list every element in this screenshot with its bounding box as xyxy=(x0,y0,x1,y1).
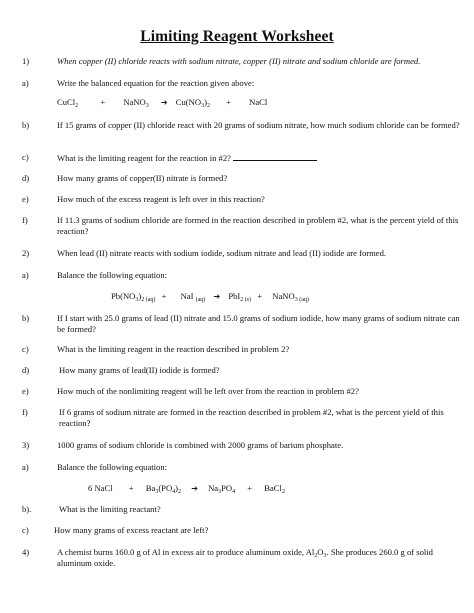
plus-sign: + xyxy=(100,97,106,107)
question-text: Balance the following equation: xyxy=(57,270,168,280)
reactant-2: NaI $_{(aq)}$ xyxy=(180,291,206,303)
problem-4 xyxy=(22,547,462,571)
problem-number: 2) xyxy=(22,248,30,258)
question-text: How many grams of excess reactant are left? xyxy=(54,525,209,535)
question-label: f) xyxy=(22,215,28,225)
product-1: $Cu(NO_3)_2$ xyxy=(175,97,210,109)
problem-number: 1) xyxy=(22,56,30,66)
problem-number: 4) xyxy=(22,547,30,557)
product-1: PbI$_{2 (s)}$ xyxy=(228,291,252,303)
question-text: What is the limiting reagent in the reaction described in problem 2? xyxy=(57,344,290,354)
reactant-2: NaNO$_3$ xyxy=(123,97,149,109)
problem-4-statement: A chemist burns 160.0 g of Al in excess air to produce aluminum oxide, $Al_2O_3$. She produces 260.0 g of solid aluminum oxide. xyxy=(57,547,433,568)
question-text: If 15 grams of copper (II) chloride react with 20 grams of sodium nitrate, how much sodium chloride can be formed? xyxy=(57,120,460,130)
problem-2-statement: When lead (II) nitrate reacts with sodium iodide, sodium nitrate and lead (II) iodide are formed. xyxy=(57,248,387,258)
question-label: c) xyxy=(22,525,29,535)
plus-sign: + xyxy=(247,483,253,493)
answer-blank[interactable] xyxy=(233,152,317,161)
question-label: e) xyxy=(22,386,29,396)
reactant-2: $Ba_3(PO_4)_2$ xyxy=(145,483,182,495)
plus-sign: + xyxy=(226,97,231,107)
reaction-arrow-icon: ➔ xyxy=(191,484,198,493)
product-2: BaCl$_2$ xyxy=(264,483,285,495)
question-label: c) xyxy=(22,152,29,162)
question-label: a) xyxy=(22,270,29,280)
question-text: Write the balanced equation for the reaction given above: xyxy=(57,78,255,88)
reaction-arrow-icon: ➔ xyxy=(160,98,168,107)
reactant-1: $Pb(NO_3)_{2 (aq)}$ xyxy=(111,291,156,303)
question-label: a) xyxy=(22,462,29,472)
question-text: How much of the excess reagent is left over in this reaction? xyxy=(57,194,265,204)
question-text: How much of the nonlimiting reagent will be left over from the reaction in problem #2? xyxy=(57,386,359,396)
product-2: NaNO$_{3 (aq)}$ xyxy=(272,291,309,303)
question-label: b) xyxy=(22,120,30,130)
question-label: d) xyxy=(22,365,30,375)
question-text: If I start with 25.0 grams of lead (II) nitrate and 15.0 grams of sodium iodide, how many grams of sodium nitrate can be formed? xyxy=(57,313,460,334)
plus-sign: + xyxy=(128,483,134,493)
question-1b xyxy=(22,120,462,144)
question-label: d) xyxy=(22,173,30,183)
product-1: $Na_3PO_4$ xyxy=(208,483,236,495)
question-label: b) xyxy=(22,313,30,323)
product-2: NaCl xyxy=(249,97,268,107)
page-title: Limiting Reagent Worksheet xyxy=(140,28,334,45)
question-text: If 6 grams of sodium nitrate are formed in the reaction described in problem #2, what is the percent yield of this reaction? xyxy=(59,407,444,428)
question-text-with-blank xyxy=(57,152,462,164)
reactant-1: 6 NaCl xyxy=(88,483,113,493)
question-label: e) xyxy=(22,194,29,204)
question-label: c) xyxy=(22,344,29,354)
equation-2 xyxy=(111,291,309,302)
question-2b xyxy=(22,313,462,337)
problem-number: 3) xyxy=(22,440,30,450)
plus-sign: + xyxy=(257,291,263,301)
problem-1 xyxy=(22,56,462,80)
equation-1 xyxy=(57,97,267,108)
reactant-1: CuCl$_2$ xyxy=(57,97,79,109)
question-text: Balance the following equation: xyxy=(57,462,168,472)
question-text: What is the limiting reagent for the reaction in #2? xyxy=(57,153,231,163)
question-2f xyxy=(22,407,462,431)
question-text: If 11.3 grams of sodium chloride are formed in the reaction described in problem #2, what is the percent yield of this reaction? xyxy=(57,215,459,236)
question-text: How many grams of copper(II) nitrate is formed? xyxy=(57,173,228,183)
problem-1-statement: When copper (II) chloride reacts with sodium nitrate, copper (II) nitrate and sodium chloride are formed. xyxy=(57,56,421,66)
question-1f xyxy=(22,215,462,239)
plus-sign: + xyxy=(161,291,167,301)
question-text: How many grams of lead(II) iodide is formed? xyxy=(59,365,220,375)
question-label: a) xyxy=(22,78,29,88)
problem-3-statement: 1000 grams of sodium chloride is combined with 2000 grams of barium phosphate. xyxy=(57,440,344,450)
question-label: f) xyxy=(22,407,28,417)
question-text: What is the limiting reactant? xyxy=(59,504,161,514)
question-label: b). xyxy=(22,504,32,514)
reaction-arrow-icon: ➔ xyxy=(213,292,221,301)
equation-3 xyxy=(88,483,285,494)
